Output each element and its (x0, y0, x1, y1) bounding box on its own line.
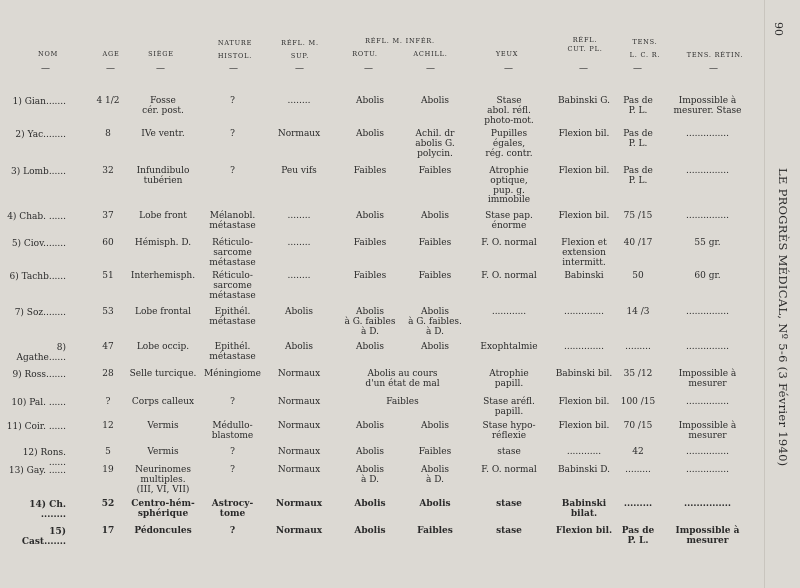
cell-siege: Lobe occip. (136, 342, 190, 352)
cell-nom: 4) Chab. ...... (7, 212, 66, 222)
cell-siege: Lobe frontal (134, 307, 192, 317)
cell-retin: ............... (686, 166, 729, 176)
cell-lcr: 14 /3 (626, 307, 650, 317)
cell-siege: Centro-hém- sphérique (131, 499, 195, 519)
cell-nom: 15) Cast....... (21, 527, 66, 547)
cell-age: 12 (102, 421, 114, 431)
cell-rotu: Faibles (353, 238, 387, 248)
cell-achill: Faibles (417, 526, 453, 536)
cell-lcr: 50 (632, 271, 644, 281)
cell-age: 37 (102, 211, 114, 221)
cell-nom: 14) Ch. ........ (29, 500, 66, 520)
cell-yeux: F. O. normal (481, 465, 537, 475)
cell-yeux: Stase aréfl. papill. (483, 397, 535, 417)
cell-nature: Astrocy- tome (211, 499, 254, 519)
cell-siege: Vermis (147, 447, 179, 457)
cell-nature: Mélanobl. métastase (209, 211, 256, 231)
cell-yeux: Stase abol. réfl. photo-mot. (484, 96, 534, 126)
cell-nature: Epithél. métastase (209, 307, 256, 327)
cell-nom: 12) Rons. ...... (22, 448, 66, 468)
cell-retin: Impossible à mesurer. Stase (673, 96, 742, 116)
cell-achill: Faibles (418, 238, 452, 248)
cell-nature: ? (230, 397, 235, 407)
cell-nature: ? (230, 447, 235, 457)
cell-achill: Abolis (420, 421, 450, 431)
cell-age: 60 (102, 238, 114, 248)
cell-yeux: Stase pap. énorme (485, 211, 533, 231)
cell-rotu: Abolis (355, 211, 385, 221)
cell-age: 8 (105, 129, 111, 139)
cell-sup: Peu vifs (281, 166, 317, 176)
header-refl-m-infer: RÉFL. M. INFÉR. (365, 37, 435, 45)
cell-sup: Abolis (284, 342, 314, 352)
cell-cut: .............. (563, 342, 605, 352)
cell-lcr: ......... (625, 342, 651, 352)
header-dash: — (295, 64, 304, 74)
header-dash: — (41, 64, 50, 74)
cell-cut: .............. (563, 307, 605, 317)
cell-cut: Babinski D. (558, 465, 610, 475)
page-edge-rule (764, 0, 765, 588)
cell-retin: Impossible à mesurer (678, 421, 737, 441)
header-dash: — (579, 64, 588, 74)
cell-yeux: stase (496, 499, 522, 509)
header-dash: — (709, 64, 718, 74)
cell-sup: Normaux (277, 129, 321, 139)
cell-yeux: stase (497, 447, 521, 457)
cell-yeux: stase (496, 526, 522, 536)
cell-cut: Flexion bil. (555, 526, 613, 536)
cell-nom: 13) Gay. ...... (8, 466, 66, 476)
cell-nom: 3) Lomb...... (11, 167, 66, 177)
cell-retin: ............... (686, 307, 729, 317)
cell-nature: Réticulo- sarcome métastase (209, 238, 256, 268)
cell-lcr: 40 /17 (623, 238, 653, 248)
header-dash: — (633, 64, 642, 74)
cell-siege: IVe ventr. (141, 129, 185, 139)
header-achill: ACHILL. (413, 50, 448, 58)
cell-retin: ............... (686, 397, 729, 407)
cell-rotu: Abolis à G. faibles à D. (344, 307, 396, 337)
cell-rotu: Abolis (355, 342, 385, 352)
cell-lcr: 70 /15 (623, 421, 653, 431)
cell-nom: 5) Ciov........ (11, 239, 66, 249)
cell-nature: ? (230, 129, 235, 139)
cell-nature: ? (230, 166, 235, 176)
cell-siege: Fosse cér. post. (142, 96, 184, 116)
cell-siege: Lobe front (139, 211, 187, 221)
header-rotu: ROTU. (352, 50, 378, 58)
cell-siege: Hémisph. D. (134, 238, 192, 248)
header-refl-cut-pl: RÉFL. CUT. PL. (567, 36, 603, 53)
header-tens: TENS. (632, 38, 658, 46)
cell-achill: Abolis (420, 96, 450, 106)
cell-siege: Neurinomes multiples. (III, VI, VII) (135, 465, 191, 495)
cell-achill: Abolis à G. faibles. à D. (408, 307, 462, 337)
cell-retin: ............... (686, 211, 729, 221)
cell-lcr: 42 (632, 447, 644, 457)
cell-sup: ........ (287, 271, 311, 281)
cell-lcr: 75 /15 (623, 211, 653, 221)
page-number: 90 (772, 22, 785, 36)
cell-cut: Babinski bil. (555, 369, 613, 379)
header-yeux: YEUX (495, 50, 519, 58)
cell-rotu: Abolis (354, 526, 386, 536)
cell-sup: ........ (287, 211, 311, 221)
cell-cut: Flexion bil. (558, 166, 610, 176)
cell-retin: ............... (686, 447, 729, 457)
cell-retin: Impossible à mesurer (675, 526, 740, 546)
cell-nature: Réticulo- sarcome métastase (209, 271, 256, 301)
cell-nom: 6) Tachb...... (9, 272, 66, 282)
cell-siege: Infundibulo tubérien (136, 166, 190, 186)
cell-age: 28 (102, 369, 114, 379)
header-nature: NATURE HISTOL. (217, 39, 253, 60)
cell-nom: 8) Agathe...... (16, 343, 66, 363)
cell-cut: Flexion bil. (558, 211, 610, 221)
cell-retin: 55 gr. (694, 238, 721, 248)
cell-sup: ........ (287, 238, 311, 248)
header-siege: SIÈGE (148, 50, 174, 58)
cell-nature: ? (230, 465, 235, 475)
cell-sup: Normaux (277, 397, 321, 407)
cell-lcr: ......... (623, 499, 653, 509)
cell-nom: 10) Pal. ...... (11, 398, 66, 408)
cell-sup: Normaux (275, 526, 323, 536)
cell-retin: ............... (684, 499, 731, 509)
cell-age: 17 (101, 526, 115, 536)
cell-age: 47 (102, 342, 114, 352)
cell-sup: ........ (287, 96, 311, 106)
cell-sup: Abolis (284, 307, 314, 317)
cell-nom: 1) Gian....... (12, 97, 66, 107)
cell-retin: ............... (686, 342, 729, 352)
cell-siege: Interhemisph. (130, 271, 196, 281)
cell-siege: Pédoncules (134, 526, 192, 536)
header-dash: — (426, 64, 435, 74)
cell-nom: 2) Yac........ (15, 130, 66, 140)
cell-nature: Méningiome (204, 369, 261, 379)
cell-achill: Abolis à D. (420, 465, 450, 485)
cell-age: 32 (102, 166, 114, 176)
cell-cut: Flexion bil. (558, 397, 610, 407)
cell-yeux: Atrophie papill. (489, 369, 529, 389)
header-tens-lcr: L. C. R. (629, 51, 661, 59)
cell-lcr: Pas de P. L. (623, 166, 653, 186)
cell-age: 51 (102, 271, 114, 281)
cell-retin: Impossible à mesurer (678, 369, 737, 389)
cell-rotu: Abolis (354, 499, 386, 509)
cell-retin: ............... (686, 465, 729, 475)
cell-lcr: 35 /12 (623, 369, 653, 379)
cell-lcr: 100 /15 (620, 397, 656, 407)
cell-achill: Abolis (419, 499, 451, 509)
cell-sup: Normaux (277, 421, 321, 431)
header-dash: — (229, 64, 238, 74)
cell-age: 19 (102, 465, 114, 475)
cell-age: 53 (102, 307, 114, 317)
cell-achill: Faibles (418, 271, 452, 281)
cell-retin: ............... (686, 129, 729, 139)
cell-yeux: Exophtalmie (480, 342, 538, 352)
cell-nature: ? (230, 96, 235, 106)
cell-rotu: Abolis (355, 129, 385, 139)
cell-nature: ? (229, 526, 236, 536)
cell-achill: Faibles (418, 166, 452, 176)
cell-yeux: Pupilles égales, rég. contr. (485, 129, 533, 159)
cell-age: 52 (101, 499, 115, 509)
cell-rotu: Faibles (353, 166, 387, 176)
header-tens-retin: TENS. RÉTIN. (686, 51, 744, 59)
cell-age: ? (105, 397, 111, 407)
cell-cut: Flexion bil. (558, 129, 610, 139)
header-refl-m-sup: RÉFL. M. SUP. (281, 39, 319, 60)
cell-cut: Babinski G. (558, 96, 610, 106)
cell-sup: Normaux (277, 447, 321, 457)
header-dash: — (156, 64, 165, 74)
cell-yeux: ............ (491, 307, 527, 317)
cell-retin: 60 gr. (694, 271, 721, 281)
cell-cut: Babinski bilat. (561, 499, 607, 519)
cell-rotu: Abolis (355, 96, 385, 106)
cell-siege: Corps calleux (131, 397, 195, 407)
cell-sup: Normaux (277, 369, 321, 379)
running-head: LE PROGRÈS MÉDICAL, Nº 5-6 (3 Février 1940) (776, 168, 790, 467)
cell-achill: Abolis (420, 211, 450, 221)
cell-lcr: Pas de P. L. (623, 96, 653, 116)
cell-lcr: ......... (625, 465, 651, 475)
cell-age: 4 1/2 (96, 96, 120, 106)
cell-siege: Vermis (147, 421, 179, 431)
header-age: AGE (102, 50, 120, 58)
cell-sup: Normaux (277, 465, 321, 475)
cell-rotu: Abolis à D. (355, 465, 385, 485)
cell-yeux: Stase hypo- réflexie (482, 421, 536, 441)
cell-cut: Flexion et extension intermitt. (561, 238, 607, 268)
cell-achill: Achil. dr abolis G. polycin. (415, 129, 455, 159)
cell-yeux: Atrophie optique, pup. g. immobile (487, 166, 531, 206)
cell-lcr: Pas de P. L. (621, 526, 655, 546)
cell-cut: ............ (566, 447, 602, 457)
cell-nom: 9) Ross....... (12, 370, 66, 380)
cell-rotu: Abolis (355, 421, 385, 431)
header-nom: NOM (37, 50, 59, 58)
cell-cut: Babinski (564, 271, 604, 281)
cell-achill: Abolis (420, 342, 450, 352)
cell-siege: Selle turcique. (129, 369, 197, 379)
cell-achill: Faibles (418, 447, 452, 457)
cell-age: 5 (105, 447, 111, 457)
cell-sup: Normaux (275, 499, 323, 509)
cell-nature: Epithél. métastase (209, 342, 256, 362)
cell-nom: 11) Coir. ...... (6, 422, 66, 432)
header-dash: — (504, 64, 513, 74)
cell-lcr: Pas de P. L. (623, 129, 653, 149)
cell-rotu: Abolis au cours d'un état de mal (365, 369, 440, 389)
cell-nature: Médullo- blastome (211, 421, 254, 441)
header-dash: — (106, 64, 115, 74)
header-dash: — (364, 64, 373, 74)
cell-rotu: Faibles (386, 397, 419, 407)
cell-rotu: Faibles (353, 271, 387, 281)
cell-cut: Flexion bil. (558, 421, 610, 431)
cell-yeux: F. O. normal (481, 271, 537, 281)
cell-rotu: Abolis (355, 447, 385, 457)
cell-yeux: F. O. normal (481, 238, 537, 248)
cell-nom: 7) Soz........ (14, 308, 66, 318)
